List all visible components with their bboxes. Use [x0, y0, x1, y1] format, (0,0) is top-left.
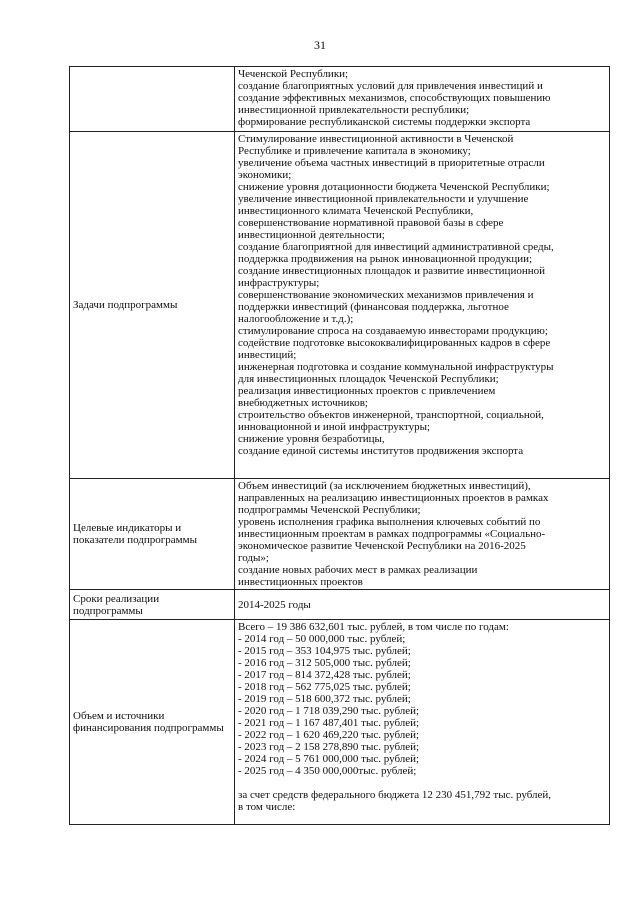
- table-row-indicators: [70, 479, 610, 590]
- text-line: инвестиционного климата Чеченской Республики,: [238, 205, 474, 217]
- text-line: - 2022 год – 1 620 469,220 тыс. рублей;: [238, 729, 420, 741]
- text-line: совершенствование нормативной правовой базы в сфере: [238, 217, 504, 229]
- text-line: поддержка продвижения на рынок инновационной продукции;: [238, 253, 533, 265]
- text-line: создание эффективных механизмов, способствующих повышению: [238, 92, 551, 104]
- text-line: уровень исполнения графика выполнения ключевых событий по: [238, 516, 541, 528]
- row-value: [235, 132, 610, 479]
- text-line: инновационной и иной инфраструктуры;: [238, 421, 431, 433]
- table-row-tasks: [70, 132, 610, 479]
- text-line: стимулирование спроса на создаваемую инвесторами продукцию;: [238, 325, 548, 337]
- text-line: создание единой системы институтов продвижения экспорта: [238, 445, 524, 457]
- text-line: экономическое развитие Чеченской Республики на 2016-2025: [238, 540, 526, 552]
- text-line: - 2015 год – 353 104,975 тыс. рублей;: [238, 645, 411, 657]
- text-line: создание благоприятной для инвестиций административной среды,: [238, 241, 554, 253]
- text-line: реализация инвестиционных проектов с привлечением: [238, 385, 496, 397]
- text-line: Стимулирование инвестиционной активности в Чеченской: [238, 133, 514, 145]
- table-row-funding: [70, 620, 610, 825]
- text-line: экономики;: [238, 169, 292, 181]
- text-line: - 2019 год – 518 600,372 тыс. рублей;: [238, 693, 411, 705]
- text-line: увеличение инвестиционной привлекательности и улучшение: [238, 193, 529, 205]
- text-line: инвестиционной деятельности;: [238, 229, 385, 241]
- text-line: поддержки инвестиций (финансовая поддержка, льготное: [238, 301, 509, 313]
- text-line: создание инвестиционных площадок и развитие инвестиционной: [238, 265, 545, 277]
- row-label: Задачи подпрограммы: [70, 132, 235, 479]
- text-line: Всего – 19 386 632,601 тыс. рублей, в том числе по годам:: [238, 621, 509, 633]
- text-line: создание новых рабочих мест в рамках реализации: [238, 564, 478, 576]
- text-line: годы»;: [238, 552, 269, 564]
- blank-line: [238, 777, 606, 789]
- text-line: - 2024 год – 5 761 000,000 тыс. рублей;: [238, 753, 420, 765]
- text-line: снижение уровня дотационности бюджета Чеченской Республики;: [238, 181, 550, 193]
- text-line: для инвестиционных площадок Чеченской Республики;: [238, 373, 499, 385]
- row-value: [235, 590, 610, 620]
- text-line: - 2021 год – 1 167 487,401 тыс. рублей;: [238, 717, 420, 729]
- text-line: создание благоприятных условий для привлечения инвестиций и: [238, 80, 543, 92]
- text-line: инфраструктуры;: [238, 277, 320, 289]
- text-line: - 2023 год – 2 158 278,890 тыс. рублей;: [238, 741, 420, 753]
- text-line: налогообложение и т.д.);: [238, 313, 354, 325]
- text-line: увеличение объема частных инвестиций в приоритетные отрасли: [238, 157, 545, 169]
- table-row-goals-continued: [70, 67, 610, 132]
- text-line: в том числе:: [238, 801, 296, 813]
- text-line: снижение уровня безработицы,: [238, 433, 385, 445]
- text-line: Объем инвестиций (за исключением бюджетных инвестиций),: [238, 480, 531, 492]
- text-line: - 2014 год – 50 000,000 тыс. рублей;: [238, 633, 406, 645]
- text-line: формирование республиканской системы поддержки экспорта: [238, 116, 531, 128]
- text-line: инженерная подготовка и создание коммунальной инфраструктуры: [238, 361, 554, 373]
- text-line: - 2025 год – 4 350 000,000тыс. рублей;: [238, 765, 417, 777]
- text-line: инвестиционным проектам в рамках подпрограммы «Социально-: [238, 528, 546, 540]
- text-line: совершенствование экономических механизмов привлечения и: [238, 289, 534, 301]
- text-line: 2014-2025 годы: [238, 598, 311, 611]
- text-line: внебюджетных источников;: [238, 397, 368, 409]
- text-line: инвестиций;: [238, 349, 297, 361]
- text-line: направленных на реализацию инвестиционных проектов в рамках: [238, 492, 549, 504]
- text-line: Республике и привлечение капитала в экономику;: [238, 145, 471, 157]
- text-line: за счет средств федерального бюджета 12 230 451,792 тыс. рублей,: [238, 789, 552, 801]
- subprogram-passport-table: [69, 66, 610, 825]
- table-row-timeline: [70, 590, 610, 620]
- page-number: 31: [314, 38, 326, 52]
- row-value: [235, 67, 610, 132]
- row-label: Объем и источники финансирования подпрограммы: [70, 620, 235, 825]
- row-value: [235, 620, 610, 825]
- text-line: строительство объектов инженерной, транспортной, социальной,: [238, 409, 544, 421]
- row-label: [70, 67, 235, 132]
- text-line: - 2020 год – 1 718 039,290 тыс. рублей;: [238, 705, 420, 717]
- text-line: содействие подготовке высококвалифицированных кадров в сфере: [238, 337, 551, 349]
- text-line: инвестиционной привлекательности республики;: [238, 104, 470, 116]
- text-line: подпрограммы Чеченской Республики;: [238, 504, 421, 516]
- text-line: - 2016 год – 312 505,000 тыс. рублей;: [238, 657, 411, 669]
- row-label: Целевые индикаторы и показатели подпрограммы: [70, 479, 235, 590]
- text-line: инвестиционных проектов: [238, 576, 363, 588]
- row-label: Сроки реализации подпрограммы: [70, 590, 235, 620]
- text-line: - 2018 год – 562 775,025 тыс. рублей;: [238, 681, 411, 693]
- text-line: Чеченской Республики;: [238, 68, 349, 80]
- text-line: - 2017 год – 814 372,428 тыс. рублей;: [238, 669, 411, 681]
- row-value: [235, 479, 610, 590]
